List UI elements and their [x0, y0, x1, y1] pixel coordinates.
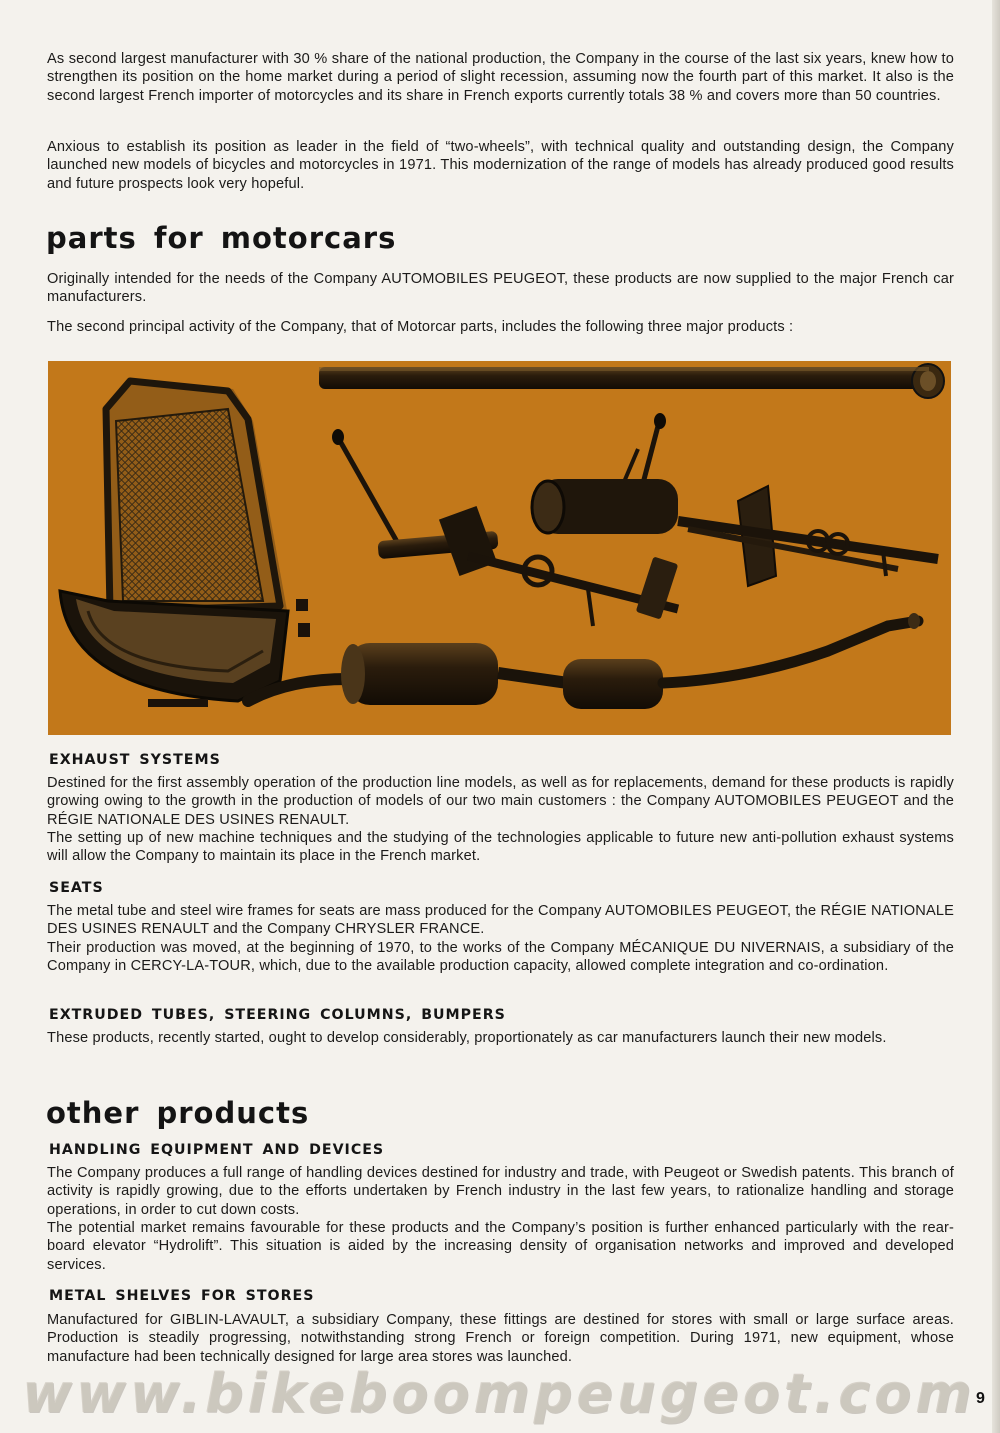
extruded-tubes-paragraph: These products, recently started, ought to develop considerably, proportionately as car manufacturers launch their new models.: [47, 1030, 887, 1046]
seats-paragraph-1: The metal tube and steel wire frames for seats are mass produced for the Company AUTOMOBILES PEUGEOT, the RÉGIE NATIONALE DES USINES RENAULT and the Company CHRYSLER FRANCE.: [47, 903, 954, 938]
motorcar-parts-photo: [48, 361, 951, 735]
exhaust-systems-heading: EXHAUST SYSTEMS: [49, 752, 221, 768]
parts-paragraph-2: The second principal activity of the Company, that of Motorcar parts, includes the following three major products :: [47, 319, 794, 335]
exhaust-system: [248, 613, 920, 709]
handling-paragraph-1: The Company produces a full range of handling devices destined for industry and trade, with Peugeot or Swedish patents. This branch of activity is rapidly growing, due to the efforts undertaken by French industry in the last few years, to rationalize handling and storage operations, in order to cut down costs.: [47, 1165, 954, 1218]
metal-shelves-paragraph: Manufactured for GIBLIN-LAVAULT, a subsidiary Company, these fittings are destined for stores with small or large surface areas. Production is steadily progressing, notwithstanding strong French or foreign competition. During 1971, new equipment, whose manufacture had been technically designed for large area stores was launched.: [47, 1312, 954, 1365]
seats-paragraph-2: Their production was moved, at the beginning of 1970, to the works of the Company MÉCANIQUE DU NIVERNAIS, a subsidiary of the Company in CERCY-LA-TOUR, which, due to the available production capacity, allowed complete integration and co-ordination.: [47, 940, 954, 975]
seat-frame: [60, 379, 310, 707]
motorcar-parts-illustration: [48, 361, 951, 735]
exhaust-paragraph-2: The setting up of new machine techniques and the studying of the technologies applicable to future new anti-pollution exhaust systems will allow the Company to maintain its place in the French market.: [47, 830, 954, 865]
page-number: 9: [976, 1390, 985, 1407]
handling-paragraph-2: The potential market remains favourable for these products and the Company’s position is further enhanced particularly with the rear-board elevator “Hydrolift”. This situation is aided by the increasing density of organisation networks and improved and developed services.: [47, 1220, 954, 1273]
parts-paragraph-1: Originally intended for the needs of the Company AUTOMOBILES PEUGEOT, these products are now supplied to the major French car manufacturers.: [47, 271, 954, 306]
metal-shelves-heading: METAL SHELVES FOR STORES: [49, 1288, 315, 1304]
exhaust-paragraph-1: Destined for the first assembly operation of the production line models, as well as for replacements, demand for these products is rapidly growing owing to the growth in the production of models of our two main customers : the Company AUTOMOBILES PEUGEOT and the RÉGIE NATIONALE DES USINES RENAULT.: [47, 775, 954, 828]
website-watermark: www.bikeboompeugeot.com: [22, 1362, 976, 1425]
parts-for-motorcars-heading: parts for motorcars: [46, 221, 397, 255]
steering-column-right: [532, 413, 938, 586]
handling-equipment-heading: HANDLING EQUIPMENT AND DEVICES: [49, 1142, 385, 1158]
intro-paragraph-2: Anxious to establish its position as leader in the field of “two-wheels”, with technical quality and outstanding design, the Company launched new models of bicycles and motorcycles in 1971. This modernization of the range of models has already produced good results and future prospects look very hopeful.: [47, 139, 954, 192]
intro-paragraph-1: As second largest manufacturer with 30 % share of the national production, the Company in the course of the last six years, knew how to strengthen its position on the home market during a period of slight recession, assuming now the fourth part of this market. It also is the second largest French importer of motorcycles and its share in French exports currently totals 38 % and covers more than 50 countries.: [47, 51, 954, 104]
seats-heading: SEATS: [49, 880, 104, 896]
extruded-tubes-heading: EXTRUDED TUBES, STEERING COLUMNS, BUMPERS: [49, 1007, 506, 1023]
other-products-heading: other products: [46, 1096, 310, 1130]
page-edge: [992, 0, 1000, 1433]
extruded-tube: [319, 364, 944, 398]
